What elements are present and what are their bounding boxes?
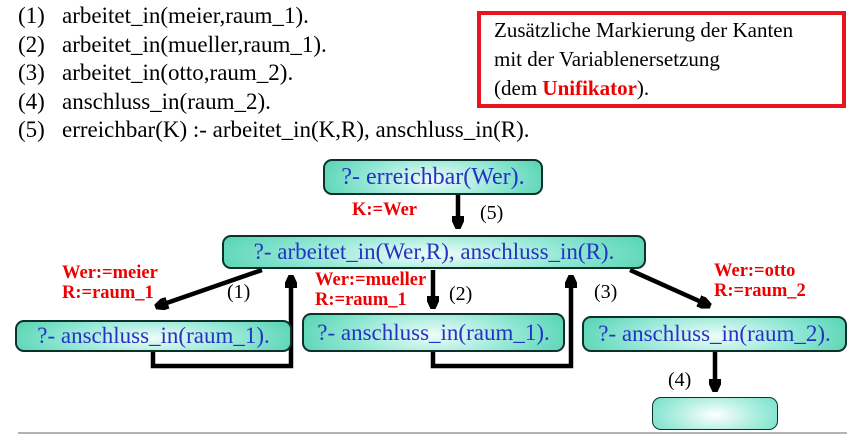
clause-number: (1) [18, 3, 45, 29]
goal-node-conjunction: ?- arbeitet_in(Wer,R), anschluss_in(R). [222, 235, 646, 269]
clause-number: (4) [18, 88, 45, 114]
unifier-label-otto [714, 262, 806, 301]
goal-node-left: ?- anschluss_in(raum_1). [15, 320, 292, 352]
note-line-2: mit der Variablenersetzung [494, 47, 720, 71]
goal-node-right: ?- anschluss_in(raum_2). [582, 316, 847, 352]
clause-number: (5) [18, 117, 45, 143]
clause-text: arbeitet_in(mueller,raum_1). [62, 31, 327, 57]
unifier-line: R:=raum_1 [315, 289, 407, 310]
goal-node-middle: ?- anschluss_in(raum_1). [302, 313, 565, 352]
unifier-label-k: K:=Wer [352, 200, 417, 220]
goal-node-root: ?- erreichbar(Wer). [323, 159, 543, 195]
edge-conj-to-right-arrow [630, 270, 708, 305]
unifier-line: R:=raum_2 [714, 280, 806, 301]
unifier-line: Wer:=otto [714, 261, 796, 281]
clause-text: arbeitet_in(meier,raum_1). [62, 3, 309, 29]
unifier-label-mueller [315, 271, 426, 310]
clause-ref-1: (1) [227, 281, 251, 303]
clause-text: anschluss_in(raum_2). [62, 88, 271, 114]
unifier-line: Wer:=meier [62, 263, 158, 283]
unifier-line: R:=raum_1 [62, 282, 154, 303]
unifier-line: Wer:=mueller [315, 270, 427, 290]
note-line-3-suffix: ). [636, 76, 650, 100]
clause-ref-5: (5) [480, 202, 504, 224]
clause-ref-3: (3) [594, 281, 618, 303]
clause-text: erreichbar(K) :- arbeitet_in(K,R), anschluss_in(R). [62, 117, 530, 143]
unifier-label-meier [62, 264, 158, 303]
clause-number: (2) [18, 31, 45, 57]
note-line-1: Zusätzliche Markierung der Kanten [494, 18, 794, 42]
clause-text: arbeitet_in(otto,raum_2). [62, 60, 294, 86]
note-unifikator-highlight: Unifikator [542, 76, 637, 100]
clause-number: (3) [18, 60, 45, 86]
empty-clause-node [652, 397, 778, 430]
clause-ref-2: (2) [449, 283, 473, 305]
note-line-3-prefix: (dem [494, 76, 543, 100]
clause-ref-4: (4) [668, 369, 692, 391]
